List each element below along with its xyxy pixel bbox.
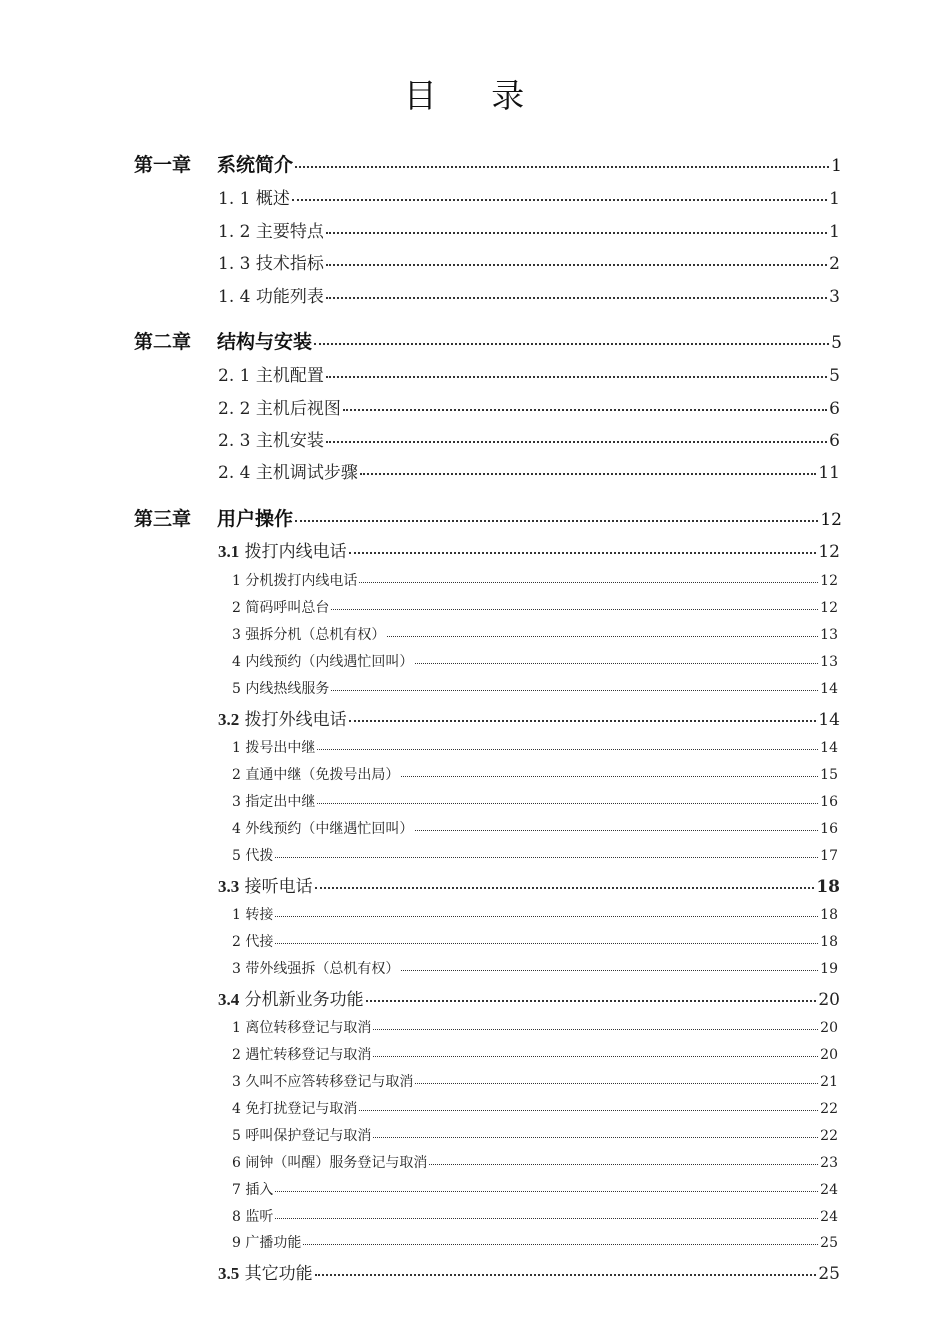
chapter-heading xyxy=(134,150,293,177)
section-entry[interactable] xyxy=(218,1259,840,1284)
dot-leader xyxy=(401,776,818,777)
item-title: 8 监听 xyxy=(232,1209,274,1225)
item-entry[interactable] xyxy=(232,1179,838,1199)
section-title: 2. 2 主机后视图 xyxy=(218,399,341,419)
page-number: 12 xyxy=(820,600,838,616)
item-entry[interactable] xyxy=(232,1125,838,1145)
section-title: 拨打外线电话 xyxy=(244,710,347,730)
section-title: 1. 2 主要特点 xyxy=(218,222,324,242)
page-number: 20 xyxy=(820,1047,838,1063)
section-heading xyxy=(218,1259,313,1284)
dot-leader xyxy=(349,720,817,722)
section-entry[interactable] xyxy=(218,872,840,897)
dot-leader xyxy=(295,520,818,522)
chapter-entry[interactable] xyxy=(134,150,842,177)
item-title: 2 简码呼叫总台 xyxy=(232,600,330,616)
page-number: 25 xyxy=(818,1264,840,1284)
dot-leader xyxy=(360,473,817,475)
page-number: 24 xyxy=(820,1182,838,1198)
section-heading xyxy=(218,705,347,730)
item-entry[interactable] xyxy=(232,764,838,784)
item-title: 3 带外线强拆（总机有权） xyxy=(232,961,400,977)
item-entry[interactable] xyxy=(232,1152,838,1172)
item-title: 5 内线热线服务 xyxy=(232,681,330,697)
dot-leader xyxy=(373,1056,818,1057)
page-title: 目 录 xyxy=(403,76,547,115)
chapter-entry[interactable] xyxy=(134,504,842,531)
section-heading xyxy=(218,249,324,274)
item-entry[interactable] xyxy=(232,737,838,757)
chapter-entry[interactable] xyxy=(134,327,842,354)
item-entry[interactable] xyxy=(232,958,838,978)
item-title: 5 代拨 xyxy=(232,848,274,864)
dot-leader xyxy=(331,609,818,610)
item-entry[interactable] xyxy=(232,931,838,951)
chapter-heading xyxy=(134,327,312,354)
dot-leader xyxy=(275,1218,818,1219)
page-number: 12 xyxy=(818,542,840,562)
page-number: 13 xyxy=(820,627,838,643)
section-heading xyxy=(218,458,358,483)
page-number: 13 xyxy=(820,654,838,670)
section-heading xyxy=(218,985,364,1010)
dot-leader xyxy=(415,830,818,831)
section-title: 1. 1 概述 xyxy=(218,189,290,209)
section-entry[interactable] xyxy=(218,361,840,386)
dot-leader xyxy=(373,1137,818,1138)
page-number: 18 xyxy=(820,934,838,950)
dot-leader xyxy=(415,663,818,664)
item-title: 3 久叫不应答转移登记与取消 xyxy=(232,1074,414,1090)
section-heading xyxy=(218,537,347,562)
dot-leader xyxy=(315,887,815,889)
page-number: 19 xyxy=(820,961,838,977)
chapter-number: 第三章 xyxy=(134,508,192,530)
page-number: 18 xyxy=(816,877,840,897)
page-number: 6 xyxy=(829,431,840,451)
page-number: 15 xyxy=(820,767,838,783)
dot-leader xyxy=(331,690,818,691)
dot-leader xyxy=(275,916,818,917)
item-entry[interactable] xyxy=(232,1232,838,1252)
section-entry[interactable] xyxy=(218,217,840,242)
section-entry[interactable] xyxy=(218,985,840,1010)
dot-leader xyxy=(315,1274,817,1276)
dot-leader xyxy=(366,1000,817,1002)
dot-leader xyxy=(349,552,817,554)
section-entry[interactable] xyxy=(218,458,840,483)
page-number: 1 xyxy=(831,156,842,176)
item-entry[interactable] xyxy=(232,1071,838,1091)
section-title: 拨打内线电话 xyxy=(244,542,347,562)
section-entry[interactable] xyxy=(218,426,840,451)
item-entry[interactable] xyxy=(232,624,838,644)
page-number: 1 xyxy=(829,222,840,242)
chapter-title: 系统简介 xyxy=(217,154,294,176)
section-heading xyxy=(218,282,324,307)
section-heading xyxy=(218,394,341,419)
section-heading xyxy=(218,184,290,209)
dot-leader xyxy=(303,1244,818,1245)
section-heading xyxy=(218,217,324,242)
item-entry[interactable] xyxy=(232,597,838,617)
dot-leader xyxy=(326,264,827,266)
dot-leader xyxy=(326,232,827,234)
item-entry[interactable] xyxy=(232,678,838,698)
item-title: 1 分机拨打内线电话 xyxy=(232,573,358,589)
section-title: 1. 3 技术指标 xyxy=(218,254,324,274)
item-entry[interactable] xyxy=(232,791,838,811)
dot-leader xyxy=(326,297,827,299)
dot-leader xyxy=(317,749,818,750)
item-title: 2 代接 xyxy=(232,934,274,950)
page-number: 6 xyxy=(829,399,840,419)
item-title: 3 指定出中继 xyxy=(232,794,316,810)
page-number: 5 xyxy=(829,366,840,386)
dot-leader xyxy=(373,1029,818,1030)
section-entry[interactable] xyxy=(218,282,840,307)
section-entry[interactable] xyxy=(218,184,840,209)
dot-leader xyxy=(326,376,827,378)
section-heading xyxy=(218,426,324,451)
item-entry[interactable] xyxy=(232,1098,838,1118)
chapter-number: 第一章 xyxy=(134,154,192,176)
item-title: 2 直通中继（免拨号出局） xyxy=(232,767,400,783)
section-heading xyxy=(218,361,324,386)
page-number: 22 xyxy=(820,1101,838,1117)
dot-leader xyxy=(359,1110,818,1111)
section-number: 3.3 xyxy=(218,877,240,896)
item-entry[interactable] xyxy=(232,1206,838,1226)
dot-leader xyxy=(275,857,818,858)
section-title: 1. 4 功能列表 xyxy=(218,287,324,307)
dot-leader xyxy=(326,441,827,443)
dot-leader xyxy=(415,1083,818,1084)
item-title: 9 广播功能 xyxy=(232,1235,302,1251)
section-entry[interactable] xyxy=(218,394,840,419)
item-title: 4 免打扰登记与取消 xyxy=(232,1101,358,1117)
section-entry[interactable] xyxy=(218,537,840,562)
chapter-title: 用户操作 xyxy=(217,508,294,530)
page-number: 1 xyxy=(829,189,840,209)
dot-leader xyxy=(275,943,818,944)
page-number: 18 xyxy=(820,907,838,923)
dot-leader xyxy=(275,1191,818,1192)
page-number: 20 xyxy=(818,990,840,1010)
page-number: 12 xyxy=(820,573,838,589)
page-number: 2 xyxy=(829,254,840,274)
page-number: 12 xyxy=(820,510,842,530)
section-number: 3.1 xyxy=(218,542,240,561)
page-number: 16 xyxy=(820,821,838,837)
section-title: 接听电话 xyxy=(244,877,313,897)
page-number: 24 xyxy=(820,1209,838,1225)
page-number: 23 xyxy=(820,1155,838,1171)
item-entry[interactable] xyxy=(232,904,838,924)
page-number: 17 xyxy=(820,848,838,864)
section-number: 3.4 xyxy=(218,990,240,1009)
section-title: 2. 3 主机安装 xyxy=(218,431,324,451)
dot-leader xyxy=(387,636,818,637)
section-title: 2. 1 主机配置 xyxy=(218,366,324,386)
item-title: 2 遇忙转移登记与取消 xyxy=(232,1047,372,1063)
item-title: 4 外线预约（中继遇忙回叫） xyxy=(232,821,414,837)
item-title: 1 转接 xyxy=(232,907,274,923)
item-entry[interactable] xyxy=(232,1017,838,1037)
page-number: 22 xyxy=(820,1128,838,1144)
page-number: 25 xyxy=(820,1235,838,1251)
page-number: 11 xyxy=(818,463,840,483)
section-number: 3.5 xyxy=(218,1264,240,1283)
dot-leader xyxy=(343,409,827,411)
dot-leader xyxy=(317,803,818,804)
page-number: 14 xyxy=(820,681,838,697)
item-title: 6 闹钟（叫醒）服务登记与取消 xyxy=(232,1155,428,1171)
item-entry[interactable] xyxy=(232,845,838,865)
page-number: 5 xyxy=(831,333,842,353)
item-title: 1 拨号出中继 xyxy=(232,740,316,756)
item-title: 1 离位转移登记与取消 xyxy=(232,1020,372,1036)
item-title: 7 插入 xyxy=(232,1182,274,1198)
section-number: 3.2 xyxy=(218,710,240,729)
page-number: 16 xyxy=(820,794,838,810)
page-number: 21 xyxy=(820,1074,838,1090)
dot-leader xyxy=(295,166,829,168)
section-entry[interactable] xyxy=(218,705,840,730)
item-entry[interactable] xyxy=(232,570,838,590)
item-entry[interactable] xyxy=(232,651,838,671)
section-title: 分机新业务功能 xyxy=(244,990,364,1010)
dot-leader xyxy=(314,343,829,345)
section-heading xyxy=(218,872,313,897)
page-number: 14 xyxy=(820,740,838,756)
chapter-heading xyxy=(134,504,293,531)
page-number: 3 xyxy=(829,287,840,307)
item-title: 3 强拆分机（总机有权） xyxy=(232,627,386,643)
dot-leader xyxy=(359,582,818,583)
page-number: 20 xyxy=(820,1020,838,1036)
page-number: 14 xyxy=(818,710,840,730)
section-title: 其它功能 xyxy=(244,1264,313,1284)
chapter-number: 第二章 xyxy=(134,331,192,353)
item-entry[interactable] xyxy=(232,818,838,838)
section-entry[interactable] xyxy=(218,249,840,274)
chapter-title: 结构与安装 xyxy=(217,331,313,353)
dot-leader xyxy=(429,1164,818,1165)
section-title: 2. 4 主机调试步骤 xyxy=(218,463,358,483)
item-entry[interactable] xyxy=(232,1044,838,1064)
item-title: 4 内线预约（内线遇忙回叫） xyxy=(232,654,414,670)
item-title: 5 呼叫保护登记与取消 xyxy=(232,1128,372,1144)
dot-leader xyxy=(292,199,827,201)
dot-leader xyxy=(401,970,818,971)
